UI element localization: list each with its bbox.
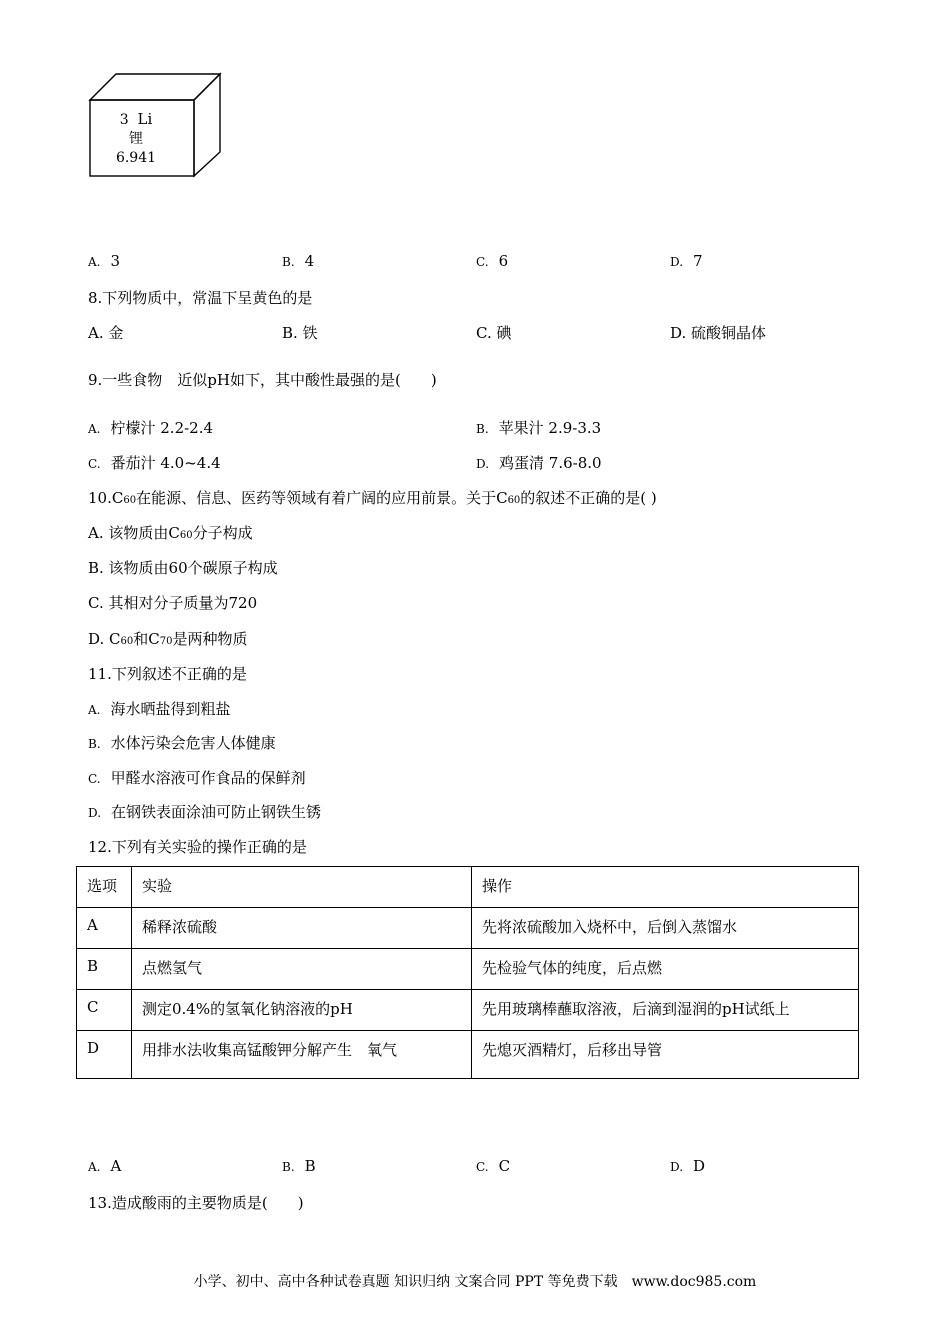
q11-option-b: B. 水体污染会危害人体健康: [88, 734, 276, 752]
table-cell: B: [77, 949, 132, 990]
q13-stem: 13.造成酸雨的主要物质是( ): [88, 1194, 304, 1212]
header-cell: 操作: [472, 867, 859, 908]
q11-option-d: D. 在钢铁表面涂油可防止钢铁生锈: [88, 803, 322, 821]
q7-option-c: C. 6: [476, 252, 509, 270]
table-cell: A: [77, 908, 132, 949]
q8-option-c: C. 碘: [476, 324, 512, 342]
header-cell: 实验: [132, 867, 472, 908]
table-header-row: [77, 867, 859, 908]
table-cell: 先熄灭酒精灯，后移出导管: [472, 1031, 859, 1079]
header-cell: 选项: [77, 867, 132, 908]
q11-stem: 11.下列叙述不正确的是: [88, 665, 247, 683]
q7-option-a: A. 3: [88, 252, 121, 270]
table-cell: D: [77, 1031, 132, 1079]
table-cell: 先将浓硫酸加入烧杯中，后倒入蒸馏水: [472, 908, 859, 949]
table-cell: C: [77, 990, 132, 1031]
q8-stem: 8.下列物质中，常温下呈黄色的是: [88, 289, 313, 307]
q12-option-a: A. A: [88, 1157, 122, 1175]
table-cell: 稀释浓硫酸: [132, 908, 472, 949]
q12-option-b: B. B: [282, 1157, 316, 1175]
table-row: [77, 990, 859, 1031]
table-cell: 点燃氢气: [132, 949, 472, 990]
element-box-text: [92, 110, 180, 168]
experiment-operations-table: [76, 866, 859, 1079]
q12-option-c: C. C: [476, 1157, 511, 1175]
table-cell: 先检验气体的纯度，后点燃: [472, 949, 859, 990]
q11-option-a: A. 海水晒盐得到粗盐: [88, 700, 231, 718]
q11-option-c: C. 甲醛水溶液可作食品的保鲜剂: [88, 769, 306, 787]
table-row: [77, 1031, 859, 1079]
element-name: 锂: [129, 131, 143, 147]
q9-option-b: B. 苹果汁 2.9-3.3: [476, 419, 602, 437]
q7-option-d: D. 7: [670, 252, 703, 270]
q8-option-d: D. 硫酸铜晶体: [670, 324, 767, 342]
q9-option-d: D. 鸡蛋清 7.6-8.0: [476, 454, 602, 472]
q7-option-b: B. 4: [282, 252, 315, 270]
table-row: [77, 949, 859, 990]
table-cell: 测定0.4%的氢氧化钠溶液的pH: [132, 990, 472, 1031]
q8-option-a: A. 金: [88, 324, 124, 342]
table-row: [77, 908, 859, 949]
q10-option-c: C. 其相对分子质量为720: [88, 594, 258, 612]
q12-option-d: D. D: [670, 1157, 706, 1175]
atomic-number: 3: [119, 112, 129, 128]
table-cell: 用排水法收集高锰酸钾分解产生 氧气: [132, 1031, 472, 1079]
q8-option-b: B. 铁: [282, 324, 318, 342]
q12-stem: 12.下列有关实验的操作正确的是: [88, 838, 307, 856]
page-footer: 小学、初中、高中各种试卷真题 知识归纳 文案合同 PPT 等免费下载 www.doc985.com: [193, 1274, 757, 1290]
q9-stem: 9.一些食物 近似pH如下，其中酸性最强的是( ): [88, 371, 437, 389]
q9-option-a: A. 柠檬汁 2.2-2.4: [88, 419, 214, 437]
atomic-mass: 6.941: [115, 150, 157, 166]
q10-option-d: D. C60和C70是两种物质: [88, 630, 248, 648]
q9-option-c: C. 番茄汁 4.0~4.4: [88, 454, 221, 472]
q10-option-b: B. 该物质由60个碳原子构成: [88, 559, 278, 577]
table-cell: 先用玻璃棒蘸取溶液，后滴到湿润的pH试纸上: [472, 990, 859, 1031]
element-symbol: Li: [137, 110, 153, 128]
q10-stem: 10.C60在能源、信息、医药等领域有着广阔的应用前景。关于C60的叙述不正确的是( ): [88, 489, 657, 507]
q10-option-a: A. 该物质由C60分子构成: [88, 524, 253, 542]
